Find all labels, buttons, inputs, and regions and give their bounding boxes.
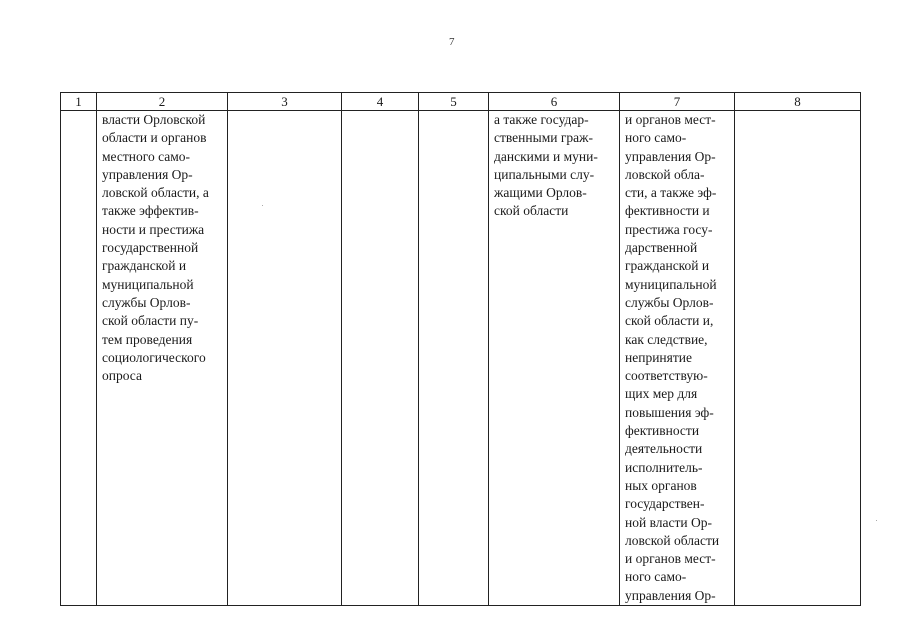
column-header-6: 6 — [489, 93, 620, 111]
cell-col6-text: а также государ- ственными граж- данскими и муни- ципальными слу- жащими Орлов- ской области — [494, 112, 598, 219]
column-header-3: 3 — [228, 93, 342, 111]
column-header-2: 2 — [97, 93, 228, 111]
column-header-4: 4 — [342, 93, 419, 111]
cell-col6 — [489, 111, 620, 606]
table-row — [61, 111, 861, 606]
cell-col8 — [735, 111, 861, 606]
cell-col4 — [342, 111, 419, 606]
scan-speck — [876, 520, 877, 521]
column-header-1: 1 — [61, 93, 97, 111]
cell-col7-text: и органов мест- ного само- управления Ор- ловской обла- сти, а также эф- фективности и престижа госу- дарственной гражданской и муниципальной службы Орлов- ской области и, как следствие, непринятие соответствую- щих мер для повышения эф- фективности деятельности исполнитель- ных органов государствен- ной власти Ор- ловской области и органов мест- ного само- управления Ор- — [625, 112, 720, 603]
cell-col7 — [620, 111, 735, 606]
column-header-8: 8 — [735, 93, 861, 111]
cell-col5 — [419, 111, 489, 606]
data-table — [60, 92, 861, 606]
column-header-7: 7 — [620, 93, 735, 111]
column-header-5: 5 — [419, 93, 489, 111]
scan-speck — [262, 205, 263, 206]
cell-col1 — [61, 111, 97, 606]
cell-col2-text: власти Орловской области и органов местного само- управления Ор- ловской области, а также эффектив- ности и престижа государственной гражданской и муниципальной службы Орлов- ской области пу- тем проведения социологического опроса — [102, 112, 209, 384]
cell-col3 — [228, 111, 342, 606]
header-row — [61, 93, 861, 111]
cell-col2 — [97, 111, 228, 606]
page-number: 7 — [449, 36, 455, 48]
